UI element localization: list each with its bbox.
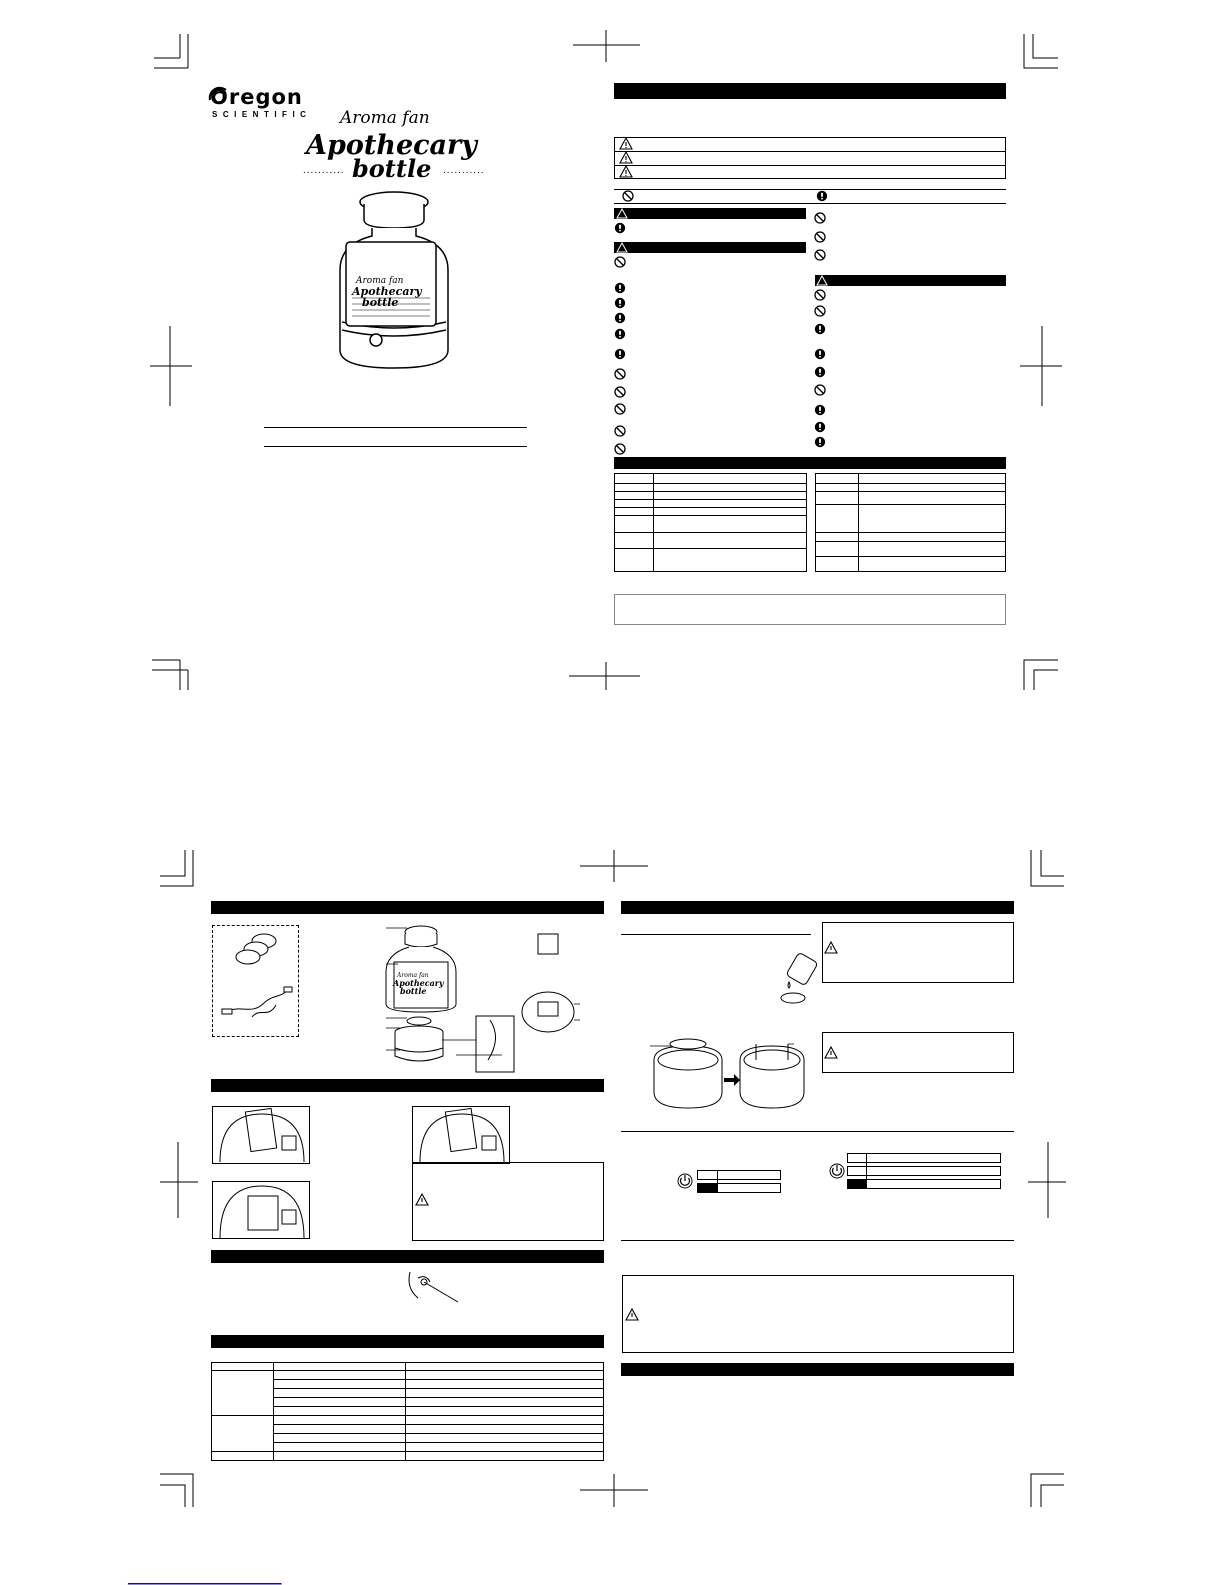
small-label-line1: Aroma fan — [397, 972, 429, 979]
mode-bar-1 — [847, 1153, 1001, 1163]
specifications-header-bar — [211, 1335, 604, 1348]
pad-insert-illustration — [648, 1030, 818, 1120]
parts-header-bar — [211, 901, 604, 914]
table-row-divider — [273, 1424, 604, 1425]
mode-bar-high-fill — [698, 1184, 717, 1192]
parts-diagram — [372, 920, 602, 1080]
warranty-header-bar — [621, 1363, 1014, 1376]
warning-triangle-icon — [620, 138, 632, 177]
cleaning-illustration — [404, 1268, 464, 1308]
warning-triangle-icon — [617, 209, 627, 218]
table-row-divider — [273, 1388, 604, 1389]
battery-header-bar — [211, 1079, 604, 1092]
power-icon — [676, 1172, 694, 1190]
warning-triangle-icon — [824, 938, 1044, 1098]
spec-col-1 — [273, 1362, 274, 1461]
footer-link[interactable]: _______________________ — [128, 1571, 282, 1585]
usage-divider-1 — [621, 1131, 1014, 1132]
cover-dots-right: ........... — [443, 165, 485, 176]
usage-step-rule — [621, 934, 811, 935]
table-row-divider — [273, 1406, 604, 1407]
battery-caution-box — [412, 1162, 604, 1241]
table-row-divider — [211, 1451, 604, 1452]
cover-title-line2: Apothecary — [306, 130, 477, 161]
usage-caution-box — [622, 1275, 1014, 1353]
brand-logo-sub: SCIENTIFIC — [212, 110, 312, 119]
specifications-table — [211, 1362, 604, 1461]
small-label-line3: bottle — [400, 986, 427, 996]
bottle-label-line3: bottle — [362, 296, 399, 309]
bottle-label-line2: Apothecary — [352, 285, 422, 298]
mode-bar-divider-2 — [866, 1153, 867, 1189]
cover-dots-left: ........... — [303, 165, 345, 176]
accessories-illustration — [212, 925, 302, 1035]
mode-bar-3-fill — [848, 1180, 866, 1188]
warning-triangle-icon — [415, 1193, 429, 1207]
usage-header-bar — [621, 901, 1014, 914]
mode-bar-3 — [847, 1179, 1001, 1189]
mode-bar-low — [697, 1170, 781, 1180]
oil-drop-illustration — [775, 950, 825, 1010]
spec-col-2 — [405, 1362, 406, 1461]
small-label-line2: Apothecary — [393, 978, 444, 988]
exclamation-circle-icon — [615, 223, 825, 447]
bottle-label-line1: Aroma fan — [356, 276, 404, 286]
power-icon — [828, 1162, 846, 1180]
table-row-divider — [211, 1415, 604, 1416]
mode-bar-divider — [717, 1170, 718, 1193]
exclamation-circle-icon — [817, 191, 827, 201]
table-row-divider — [273, 1379, 604, 1380]
prohibited-circle-icon — [615, 213, 825, 454]
cover-title-line3: bottle — [352, 154, 432, 183]
table-row-divider — [273, 1433, 604, 1434]
table-row-divider — [273, 1442, 604, 1443]
mode-bar-2 — [847, 1166, 1001, 1176]
cover-title-line1: Aroma fan — [340, 108, 430, 128]
brand-logo: Oregon — [210, 85, 303, 109]
cleaning-header-bar — [211, 1250, 604, 1263]
prohibited-circle-icon — [623, 191, 633, 201]
warning-triangle-icon — [625, 1308, 639, 1322]
table-row-divider — [211, 1370, 604, 1371]
table-row-divider — [273, 1397, 604, 1398]
warning-triangle-icon — [617, 243, 627, 252]
warning-triangle-icon — [817, 276, 827, 285]
usage-divider-2 — [621, 1240, 1014, 1241]
